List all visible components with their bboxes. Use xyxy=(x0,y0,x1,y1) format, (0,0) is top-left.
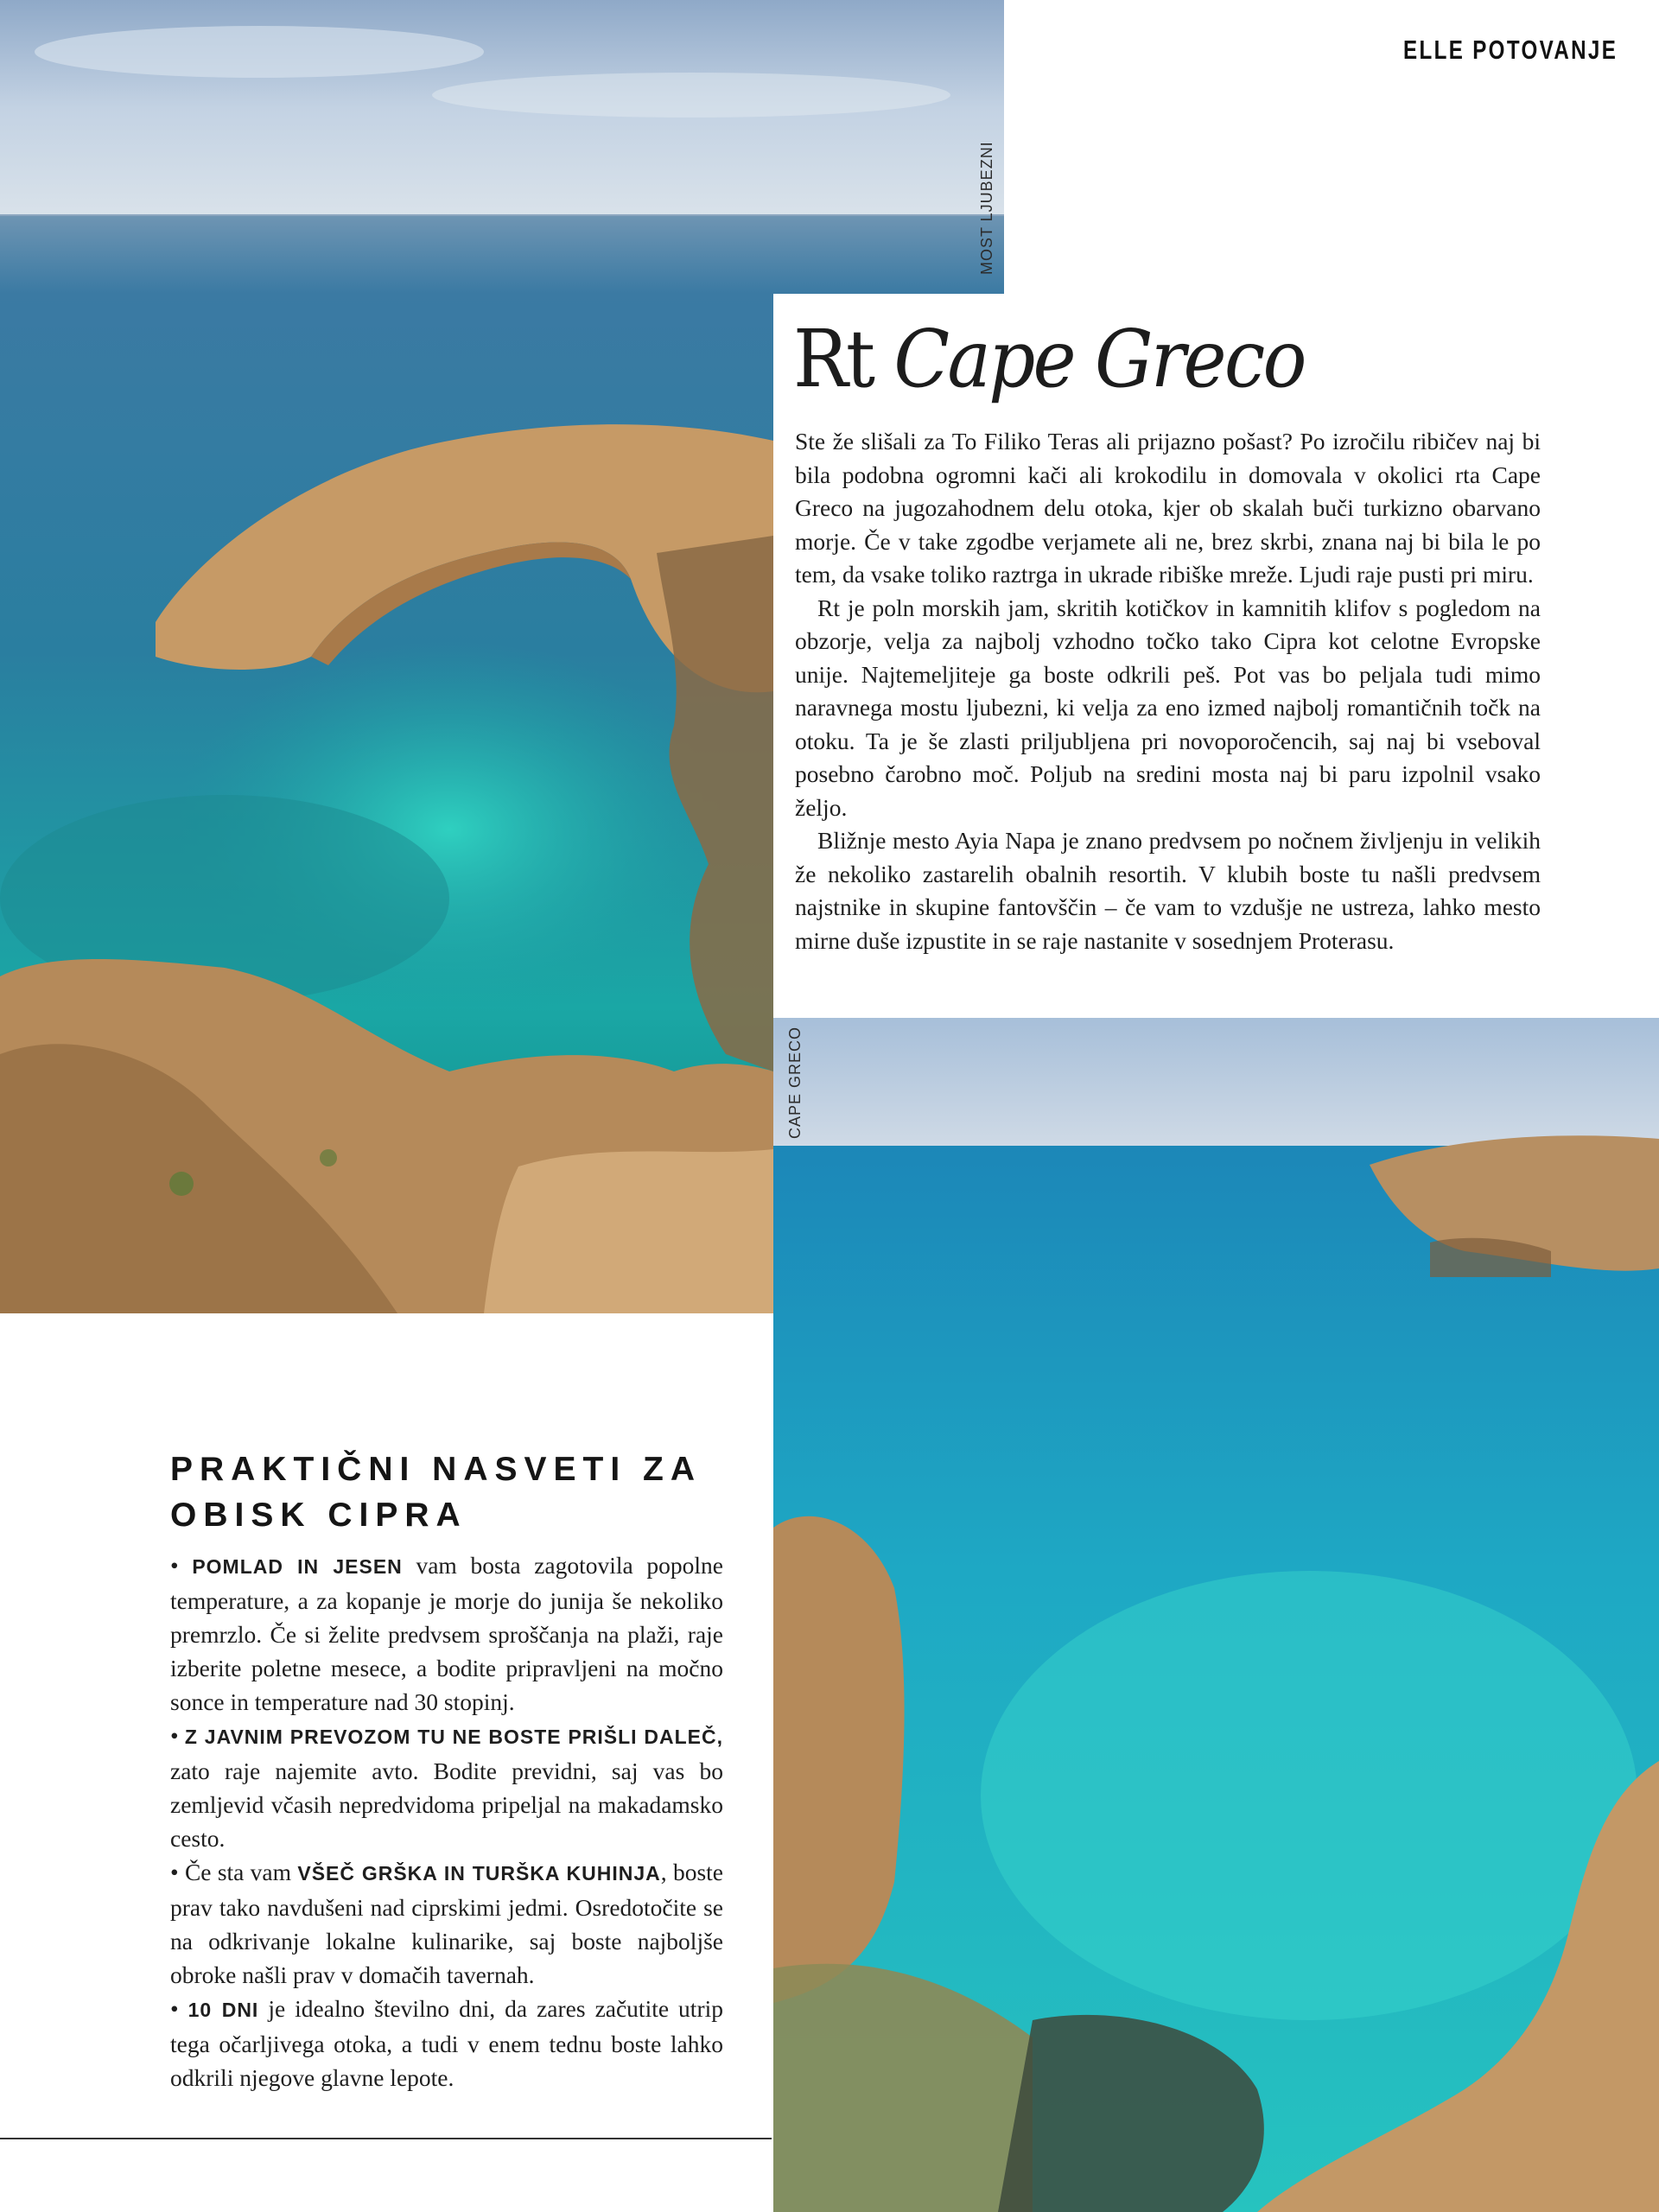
tip-item xyxy=(170,1855,723,1992)
tip-bullet: • xyxy=(170,1995,188,2022)
tip-bullet: • xyxy=(170,1722,185,1749)
bottom-divider xyxy=(0,2138,772,2139)
tip-bullet: • Če sta vam xyxy=(170,1859,298,1885)
tip-keyword: POMLAD IN JESEN xyxy=(192,1555,403,1578)
tip-text: , boste prav tako navdušeni nad ciprskimi jedmi. Osredotočite se na odkrivanje lokalne kulinarike, saj boste najboljše obroke našli prav v domačih tavernah. xyxy=(170,1859,723,1988)
tip-keyword: Z JAVNIM PREVOZOM TU NE BOSTE PRIŠLI DALEČ, xyxy=(184,1726,723,1748)
article-headline xyxy=(793,313,1305,405)
headline-prefix: Rt xyxy=(793,313,874,405)
section-label: ELLE POTOVANJE xyxy=(1402,35,1618,65)
tip-item xyxy=(170,1992,723,2094)
photo-credit-top: MOST LJUBEZNI xyxy=(978,141,995,275)
photo-credit-right: CAPE GRECO xyxy=(786,1026,804,1139)
tip-keyword: 10 DNI xyxy=(188,1999,259,2021)
tip-text: zato raje najemite avto. Bodite previdni, saj vas bo zemljevid včasih nepredvidoma pripeljal na makadamsko cesto. xyxy=(170,1758,723,1852)
sea-photo-top xyxy=(0,0,1004,294)
love-bridge-photo xyxy=(0,294,773,1313)
tip-bullet: • xyxy=(170,1552,193,1579)
tip-text: je idealno številno dni, da zares začutite utrip tega očarljivega otoka, a tudi v enem tednu boste lahko odkrili njegove glavne lepote. xyxy=(170,1995,723,2091)
tip-keyword: VŠEČ GRŠKA IN TURŠKA KUHINJA xyxy=(297,1862,661,1885)
cape-greco-photo xyxy=(773,1018,1659,2212)
article-paragraph: Rt je poln morskih jam, skritih kotičkov in kamnitih klifov s pogledom na obzorje, velja za najbolj vzhodno točko tako Cipra kot celotne Evropske unije. Najtemeljiteje ga boste odkrili peš. Pot vas bo peljala tudi mimo naravnega mostu ljubezni, ki velja za eno izmed najbolj romantičnih točk na otoku. Ta je še zlasti priljubljena pri novoporočencih, saj naj bi vseboval posebno čarobno moč. Poljub na sredini mosta naj bi paru izpolnil vsako željo. xyxy=(795,594,1541,821)
tip-item xyxy=(170,1719,723,1855)
headline-italic: Cape Greco xyxy=(893,313,1305,405)
tip-item xyxy=(170,1548,723,1719)
article-paragraph: Bližnje mesto Ayia Napa je znano predvsem po nočnem življenju in velikih že nekoliko zastarelih obalnih resortih. V klubih boste tu našli predvsem najstnike in skupine fantovščin – če vam to vzdušje ne ustreza, lahko mesto mirne duše izpustite in se raje nastanite v sosednjem Proterasu. xyxy=(795,827,1541,954)
tips-list xyxy=(170,1548,723,2094)
tip-text: vam bosta zagotovila popolne temperature, a za kopanje je morje do junija še nekoliko premrzlo. Če si želite predvsem sproščanja na plaži, raje izberite poletne mesece, a bodite pripravljeni na močno sonce in temperature nad 30 stopinj. xyxy=(170,1552,723,1715)
article-paragraph: Ste že slišali za To Filiko Teras ali prijazno pošast? Po izročilu ribičev naj bi bila podobna ogromni kači ali krokodilu in domovala v okolici rta Cape Greco na jugozahodnem delu otoka, kjer ob skalah buči turkizno obarvano morje. Če v take zgodbe verjamete ali ne, brez skrbi, znana naj bi bila le po tem, da vsake toliko raztrga in ukrade ribiške mreže. Ljudi raje pusti pri miru. xyxy=(795,428,1541,588)
article-body xyxy=(795,425,1541,957)
tips-heading: PRAKTIČNI NASVETI ZA OBISK CIPRA xyxy=(170,1451,701,1534)
